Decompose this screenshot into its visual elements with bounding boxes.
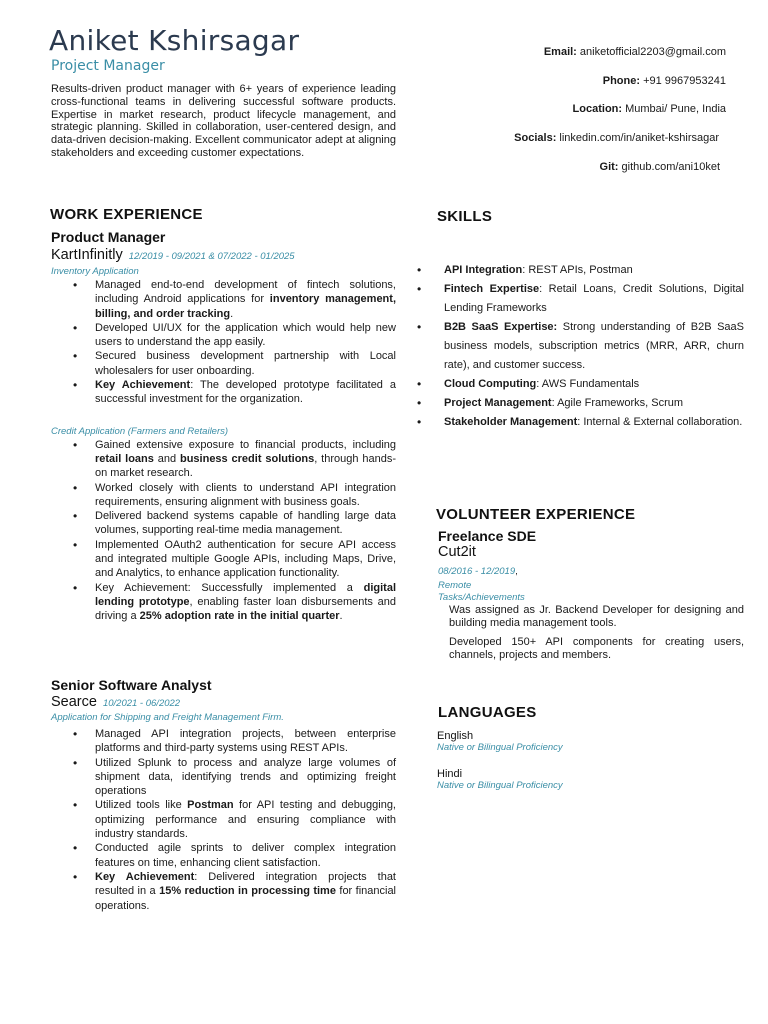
language-hindi bbox=[437, 768, 563, 791]
job-title: Senior Software Analyst bbox=[51, 677, 212, 693]
skill-item bbox=[419, 318, 744, 375]
skills-heading: SKILLS bbox=[437, 208, 493, 225]
volunteer-entry bbox=[438, 528, 744, 662]
job-dates: 12/2019 - 09/2021 & 07/2022 - 01/2025 bbox=[128, 251, 295, 262]
text-run: Secured business development partnership with Local wholesalers for user onboarding. bbox=[95, 350, 396, 377]
volunteer-company: Cut2it bbox=[438, 544, 476, 560]
skill-label: API Integration bbox=[444, 264, 523, 276]
text-run: Conducted agile sprints to deliver complex integration features on time, enhancing client satisfaction. bbox=[95, 842, 396, 869]
bold-text: 15% reduction in processing time bbox=[159, 885, 336, 898]
job-company: KartInfinitly bbox=[51, 247, 123, 263]
skill-text: : Internal & External collaboration. bbox=[577, 416, 743, 428]
bullet-item bbox=[51, 798, 396, 841]
bullet-text bbox=[95, 379, 396, 405]
project-bullets bbox=[51, 278, 396, 407]
bullet-item bbox=[51, 438, 396, 481]
job-company-line bbox=[51, 246, 396, 264]
text-run: : The developed prototype facilitated a successful investment for the organization. bbox=[95, 379, 396, 406]
bold-text: business credit solutions bbox=[179, 452, 315, 465]
work-experience-heading: WORK EXPERIENCE bbox=[50, 206, 203, 223]
project-name: Credit Application (Farmers and Retailers) bbox=[51, 425, 229, 437]
bold-text: Postman bbox=[187, 799, 234, 812]
bullet-item bbox=[51, 321, 396, 350]
job-dates: 10/2021 - 06/2022 bbox=[102, 698, 181, 709]
bullet-item bbox=[51, 509, 396, 538]
volunteer-tasks-label: Tasks/Achievements bbox=[438, 592, 525, 603]
skill-label: Stakeholder Management bbox=[444, 416, 578, 428]
text-run: for API testing and debugging, optimizing performance and ensuring compliance with industry standards. bbox=[95, 799, 396, 841]
text-run: . bbox=[230, 307, 234, 320]
bullet-text bbox=[95, 871, 396, 912]
skill-label: Fintech Expertise bbox=[444, 283, 540, 295]
candidate-role: Project Manager bbox=[51, 58, 165, 74]
volunteer-dates-suffix: , bbox=[515, 566, 518, 577]
project-name: Inventory Application bbox=[51, 266, 139, 277]
text-run: Developed UI/UX for the application which would help new users to understand the app easily. bbox=[95, 321, 396, 349]
bullet-text bbox=[95, 350, 396, 376]
volunteer-task: Was assigned as Jr. Backend Developer for designing and building media management tools. bbox=[449, 604, 744, 629]
bullet-text bbox=[95, 582, 396, 623]
text-run: Utilized Splunk to process and analyze large volumes of shipment data, identifying trends and optimizing freight operations bbox=[95, 756, 396, 798]
bullet-text bbox=[95, 482, 396, 508]
bullet-text bbox=[95, 842, 396, 868]
volunteer-location: Remote bbox=[438, 580, 472, 591]
skill-label: Project Management bbox=[444, 397, 552, 409]
text-run: Worked closely with clients to understand API integration requirements, ensuring alignment with business goals. bbox=[95, 481, 396, 508]
summary-paragraph: Results-driven product manager with 6+ years of experience leading cross-functional teams in delivering successful software products. Expertise in market research, product lifecycle management, and strategic planning. Skilled in collaboration, user-centered design, and data-driven decision-making. Excellent communicator adept at aligning stakeholders and exceeding customer expectations. bbox=[51, 83, 396, 159]
bullet-item bbox=[51, 538, 396, 581]
candidate-name: Aniket Kshirsagar bbox=[49, 24, 300, 57]
contact-phone: Phone: +91 9967953241 bbox=[602, 75, 726, 87]
project-name: Application for Shipping and Freight Management Firm. bbox=[51, 712, 284, 723]
project-bullets bbox=[51, 727, 396, 913]
bullet-item bbox=[51, 278, 396, 321]
skills-list bbox=[419, 261, 744, 432]
text-run: Gained extensive exposure to financial products, including bbox=[95, 438, 396, 451]
job-senior-software-analyst bbox=[51, 677, 396, 913]
languages-heading: LANGUAGES bbox=[438, 704, 537, 721]
job-title: Product Manager bbox=[51, 229, 166, 245]
bullet-text bbox=[95, 728, 396, 754]
job-company-line bbox=[51, 693, 396, 711]
volunteer-title: Freelance SDE bbox=[438, 528, 537, 544]
language-english bbox=[437, 730, 563, 753]
text-run: Implemented OAuth2 authentication for secure API access and integrated multiple Google APIs, including Maps, Drive, and Analytics, to enhance application functionality. bbox=[95, 538, 396, 580]
bullet-item bbox=[51, 378, 396, 407]
text-run: Managed API integration projects, between enterprise platforms and third-party systems using REST APIs. bbox=[95, 728, 396, 755]
job-company: Searce bbox=[51, 694, 97, 710]
contact-git: Git: github.com/ani10ket bbox=[599, 161, 720, 173]
language-name: English bbox=[437, 730, 474, 742]
contact-email: Email: aniketofficial2203@gmail.com bbox=[543, 46, 726, 58]
bullet-item bbox=[51, 481, 396, 510]
volunteer-heading: VOLUNTEER EXPERIENCE bbox=[436, 506, 636, 523]
bullet-text bbox=[95, 539, 396, 580]
text-run: Key Achievement: Successfully implemented a bbox=[95, 581, 364, 594]
bullet-item bbox=[51, 870, 396, 913]
volunteer-task: Developed 150+ API components for creating users, channels, projects and members. bbox=[449, 636, 744, 661]
skill-text: : REST APIs, Postman bbox=[522, 264, 633, 276]
text-run: , through hands-on market research. bbox=[95, 452, 396, 480]
text-run: Delivered backend systems capable of handling large data volumes, supporting real-time media management. bbox=[95, 510, 396, 537]
bold-text: inventory management, billing, and order tracking bbox=[95, 293, 396, 320]
text-run: . bbox=[339, 610, 343, 623]
bullet-text bbox=[95, 510, 396, 536]
bold-text: Key Achievement bbox=[95, 379, 191, 392]
text-run: , enabling faster loan disbursements and driving a bbox=[95, 595, 396, 623]
bold-text: retail loans bbox=[95, 452, 154, 465]
bold-text: digital lending prototype bbox=[95, 581, 396, 608]
skill-label: Cloud Computing bbox=[444, 378, 537, 390]
volunteer-dates: 08/2016 - 12/2019 bbox=[438, 566, 516, 577]
bullet-item bbox=[51, 756, 396, 799]
skill-text: : Retail Loans, Credit Solutions, Digital Lending Frameworks bbox=[444, 283, 744, 314]
bold-text: Key Achievement bbox=[95, 870, 195, 883]
volunteer-dates-line bbox=[438, 561, 744, 579]
language-name: Hindi bbox=[437, 768, 463, 780]
text-run: Managed end-to-end development of fintech solutions, including Android applications for bbox=[95, 279, 396, 306]
language-level: Native or Bilingual Proficiency bbox=[437, 780, 563, 791]
bullet-item bbox=[51, 581, 396, 624]
skill-item bbox=[419, 413, 744, 432]
bullet-text bbox=[95, 799, 396, 840]
bullet-item bbox=[51, 349, 396, 378]
text-run: for financial operations. bbox=[95, 885, 397, 912]
skill-item bbox=[419, 375, 744, 394]
skill-label: B2B SaaS Expertise: bbox=[444, 321, 558, 333]
bullet-text bbox=[95, 757, 396, 798]
contact-socials: Socials: linkedin.com/in/aniket-kshirsagar bbox=[514, 132, 719, 144]
bold-text: 25% adoption rate in the initial quarter bbox=[139, 610, 340, 623]
language-level: Native or Bilingual Proficiency bbox=[437, 742, 563, 753]
text-run: Utilized tools like bbox=[95, 799, 188, 812]
skill-text: : Agile Frameworks, Scrum bbox=[551, 397, 684, 409]
text-run: : Delivered integration projects that resulted in a bbox=[95, 870, 396, 898]
skill-item bbox=[419, 394, 744, 413]
bullet-item bbox=[51, 841, 396, 870]
bullet-text bbox=[95, 322, 396, 348]
job-product-manager bbox=[51, 229, 396, 624]
skill-text: Strong understanding of B2B SaaS business models, subscription metrics (MRR, ARR, churn rate), and customer success. bbox=[444, 321, 744, 371]
bullet-text bbox=[95, 439, 396, 480]
skill-item bbox=[419, 261, 744, 280]
skill-item bbox=[419, 280, 744, 318]
bullet-item bbox=[51, 727, 396, 756]
contact-location: Location: Mumbai/ Pune, India bbox=[572, 103, 726, 115]
bullet-text bbox=[95, 279, 396, 320]
project-bullets bbox=[51, 438, 396, 624]
text-run: and bbox=[153, 452, 180, 465]
skill-text: : AWS Fundamentals bbox=[536, 378, 640, 390]
